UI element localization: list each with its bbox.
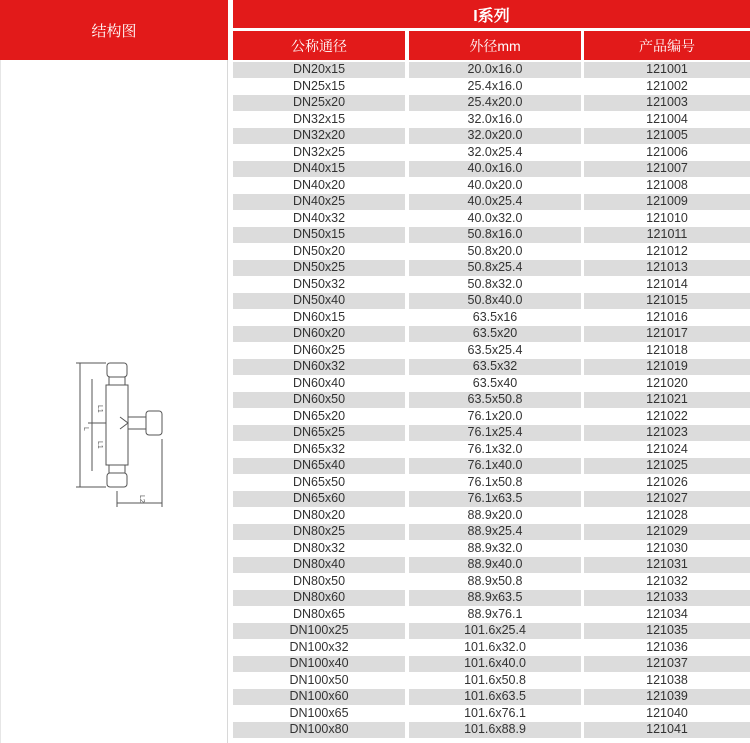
- outer-diameter-cell: 101.6x76.1: [409, 706, 581, 722]
- column-label: 公称通径: [291, 37, 347, 54]
- product-code-cell: 121022: [584, 409, 750, 425]
- column-header-product-code: [584, 31, 750, 60]
- product-code-cell: 121004: [584, 112, 750, 128]
- l-label: L: [82, 427, 89, 431]
- product-code-cell: 121019: [584, 359, 750, 375]
- product-code-cell: 121012: [584, 244, 750, 260]
- product-code-cell: 121027: [584, 491, 750, 507]
- nominal-size-cell: DN65x40: [233, 458, 405, 474]
- outer-diameter-cell: 88.9x32.0: [409, 541, 581, 557]
- outer-diameter-cell: 76.1x25.4: [409, 425, 581, 441]
- nominal-size-cell: DN25x20: [233, 95, 405, 111]
- table-row: [0, 392, 750, 409]
- product-code-cell: 121032: [584, 574, 750, 590]
- outer-diameter-cell: 25.4x16.0: [409, 79, 581, 95]
- table-row: [0, 689, 750, 706]
- table-row: [0, 590, 750, 607]
- table-row: [0, 211, 750, 228]
- table-row: [0, 475, 750, 492]
- outer-diameter-cell: 40.0x32.0: [409, 211, 581, 227]
- outer-diameter-cell: 101.6x25.4: [409, 623, 581, 639]
- nominal-size-cell: DN40x15: [233, 161, 405, 177]
- table-row: [0, 607, 750, 624]
- outer-diameter-cell: 101.6x88.9: [409, 722, 581, 738]
- product-code-cell: 121002: [584, 79, 750, 95]
- outer-diameter-cell: 40.0x20.0: [409, 178, 581, 194]
- nominal-size-cell: DN80x40: [233, 557, 405, 573]
- table-row: [0, 343, 750, 360]
- l1-top-label: L1: [96, 405, 103, 413]
- table-row: [0, 62, 750, 79]
- column-label: 产品编号: [639, 37, 695, 54]
- outer-diameter-cell: 76.1x32.0: [409, 442, 581, 458]
- nominal-size-cell: DN80x32: [233, 541, 405, 557]
- product-code-cell: 121017: [584, 326, 750, 342]
- nominal-size-cell: DN25x15: [233, 79, 405, 95]
- outer-diameter-cell: 50.8x40.0: [409, 293, 581, 309]
- nominal-size-cell: DN32x15: [233, 112, 405, 128]
- nominal-size-cell: DN40x20: [233, 178, 405, 194]
- outer-diameter-cell: 32.0x16.0: [409, 112, 581, 128]
- outer-diameter-cell: 63.5x40: [409, 376, 581, 392]
- outer-diameter-cell: 40.0x25.4: [409, 194, 581, 210]
- table-row: [0, 673, 750, 690]
- product-code-cell: 121001: [584, 62, 750, 78]
- outer-diameter-cell: 20.0x16.0: [409, 62, 581, 78]
- outer-diameter-cell: 76.1x20.0: [409, 409, 581, 425]
- product-code-cell: 121040: [584, 706, 750, 722]
- product-code-cell: 121015: [584, 293, 750, 309]
- nominal-size-cell: DN60x32: [233, 359, 405, 375]
- nominal-size-cell: DN80x20: [233, 508, 405, 524]
- product-code-cell: 121031: [584, 557, 750, 573]
- product-code-cell: 121010: [584, 211, 750, 227]
- table-row: [0, 128, 750, 145]
- product-code-cell: 121037: [584, 656, 750, 672]
- table-row: [0, 458, 750, 475]
- nominal-size-cell: DN60x15: [233, 310, 405, 326]
- outer-diameter-cell: 32.0x25.4: [409, 145, 581, 161]
- nominal-size-cell: DN65x50: [233, 475, 405, 491]
- nominal-size-cell: DN65x60: [233, 491, 405, 507]
- table-row: [0, 574, 750, 591]
- nominal-size-cell: DN40x32: [233, 211, 405, 227]
- product-code-cell: 121006: [584, 145, 750, 161]
- nominal-size-cell: DN32x25: [233, 145, 405, 161]
- nominal-size-cell: DN60x20: [233, 326, 405, 342]
- outer-diameter-cell: 76.1x50.8: [409, 475, 581, 491]
- outer-diameter-cell: 50.8x32.0: [409, 277, 581, 293]
- nominal-size-cell: DN100x25: [233, 623, 405, 639]
- product-code-cell: 121021: [584, 392, 750, 408]
- table-row: [0, 79, 750, 96]
- product-code-cell: 121026: [584, 475, 750, 491]
- series-title: I系列: [473, 7, 510, 25]
- nominal-size-cell: DN100x40: [233, 656, 405, 672]
- nominal-size-cell: DN65x32: [233, 442, 405, 458]
- nominal-size-cell: DN100x32: [233, 640, 405, 656]
- outer-diameter-cell: 63.5x32: [409, 359, 581, 375]
- nominal-size-cell: DN80x50: [233, 574, 405, 590]
- outer-diameter-cell: 63.5x25.4: [409, 343, 581, 359]
- product-code-cell: 121039: [584, 689, 750, 705]
- nominal-size-cell: DN50x32: [233, 277, 405, 293]
- outer-diameter-cell: 101.6x63.5: [409, 689, 581, 705]
- outer-diameter-cell: 101.6x32.0: [409, 640, 581, 656]
- table-row: [0, 623, 750, 640]
- nominal-size-cell: DN60x40: [233, 376, 405, 392]
- nominal-size-cell: DN50x40: [233, 293, 405, 309]
- product-code-cell: 121035: [584, 623, 750, 639]
- outer-diameter-cell: 88.9x25.4: [409, 524, 581, 540]
- table-row: [0, 95, 750, 112]
- outer-diameter-cell: 101.6x50.8: [409, 673, 581, 689]
- table-row: [0, 359, 750, 376]
- outer-diameter-cell: 63.5x20: [409, 326, 581, 342]
- outer-diameter-cell: 88.9x40.0: [409, 557, 581, 573]
- l2-label: L2: [138, 495, 145, 503]
- outer-diameter-cell: 88.9x63.5: [409, 590, 581, 606]
- table-row: [0, 491, 750, 508]
- table-row: [0, 508, 750, 525]
- outer-diameter-cell: 32.0x20.0: [409, 128, 581, 144]
- product-code-cell: 121030: [584, 541, 750, 557]
- outer-diameter-cell: 88.9x50.8: [409, 574, 581, 590]
- product-code-cell: 121013: [584, 260, 750, 276]
- nominal-size-cell: DN80x65: [233, 607, 405, 623]
- table-row: [0, 524, 750, 541]
- table-row: [0, 442, 750, 459]
- outer-diameter-cell: 76.1x40.0: [409, 458, 581, 474]
- product-code-cell: 121038: [584, 673, 750, 689]
- nominal-size-cell: DN60x25: [233, 343, 405, 359]
- product-code-cell: 121029: [584, 524, 750, 540]
- nominal-size-cell: DN100x80: [233, 722, 405, 738]
- structure-diagram-title: 结构图: [91, 22, 137, 40]
- table-row: [0, 640, 750, 657]
- nominal-size-cell: DN40x25: [233, 194, 405, 210]
- table-row: [0, 161, 750, 178]
- outer-diameter-cell: 63.5x16: [409, 310, 581, 326]
- product-code-cell: 121005: [584, 128, 750, 144]
- product-code-cell: 121011: [584, 227, 750, 243]
- table-row: [0, 112, 750, 129]
- table-row: [0, 326, 750, 343]
- nominal-size-cell: DN80x25: [233, 524, 405, 540]
- column-header-nominal-size: [233, 31, 405, 60]
- table-row: [0, 557, 750, 574]
- table-row: [0, 145, 750, 162]
- outer-diameter-cell: 50.8x25.4: [409, 260, 581, 276]
- nominal-size-cell: DN60x50: [233, 392, 405, 408]
- nominal-size-cell: DN32x20: [233, 128, 405, 144]
- table-row: [0, 376, 750, 393]
- table-row: [0, 409, 750, 426]
- table-row: [0, 227, 750, 244]
- product-code-cell: 121003: [584, 95, 750, 111]
- table-row: [0, 541, 750, 558]
- outer-diameter-cell: 88.9x20.0: [409, 508, 581, 524]
- product-code-cell: 121036: [584, 640, 750, 656]
- spec-table: [0, 62, 750, 739]
- outer-diameter-cell: 50.8x20.0: [409, 244, 581, 260]
- nominal-size-cell: DN100x60: [233, 689, 405, 705]
- product-code-cell: 121028: [584, 508, 750, 524]
- table-row: [0, 277, 750, 294]
- column-header-outer-diameter: [409, 31, 581, 60]
- product-code-cell: 121007: [584, 161, 750, 177]
- outer-diameter-cell: 88.9x76.1: [409, 607, 581, 623]
- nominal-size-cell: DN20x15: [233, 62, 405, 78]
- table-row: [0, 310, 750, 327]
- product-code-cell: 121025: [584, 458, 750, 474]
- nominal-size-cell: DN100x65: [233, 706, 405, 722]
- product-code-cell: 121034: [584, 607, 750, 623]
- nominal-size-cell: DN80x60: [233, 590, 405, 606]
- table-row: [0, 706, 750, 723]
- outer-diameter-cell: 50.8x16.0: [409, 227, 581, 243]
- product-code-cell: 121018: [584, 343, 750, 359]
- l1-bottom-label: L1: [96, 441, 103, 449]
- outer-diameter-cell: 76.1x63.5: [409, 491, 581, 507]
- outer-diameter-cell: 63.5x50.8: [409, 392, 581, 408]
- table-row: [0, 244, 750, 261]
- table-row: [0, 722, 750, 739]
- product-code-cell: 121008: [584, 178, 750, 194]
- table-row: [0, 656, 750, 673]
- product-code-cell: 121014: [584, 277, 750, 293]
- table-row: [0, 425, 750, 442]
- product-code-cell: 121033: [584, 590, 750, 606]
- structure-diagram-header: [0, 0, 228, 60]
- product-code-cell: 121009: [584, 194, 750, 210]
- nominal-size-cell: DN65x25: [233, 425, 405, 441]
- product-code-cell: 121020: [584, 376, 750, 392]
- outer-diameter-cell: 101.6x40.0: [409, 656, 581, 672]
- nominal-size-cell: DN50x15: [233, 227, 405, 243]
- outer-diameter-cell: 40.0x16.0: [409, 161, 581, 177]
- nominal-size-cell: DN50x25: [233, 260, 405, 276]
- product-code-cell: 121016: [584, 310, 750, 326]
- table-row: [0, 260, 750, 277]
- product-code-cell: 121041: [584, 722, 750, 738]
- product-code-cell: 121023: [584, 425, 750, 441]
- nominal-size-cell: DN50x20: [233, 244, 405, 260]
- outer-diameter-cell: 25.4x20.0: [409, 95, 581, 111]
- series-header: [233, 0, 750, 28]
- nominal-size-cell: DN100x50: [233, 673, 405, 689]
- table-row: [0, 178, 750, 195]
- table-row: [0, 194, 750, 211]
- column-label: 外径mm: [469, 37, 521, 54]
- nominal-size-cell: DN65x20: [233, 409, 405, 425]
- table-row: [0, 293, 750, 310]
- product-code-cell: 121024: [584, 442, 750, 458]
